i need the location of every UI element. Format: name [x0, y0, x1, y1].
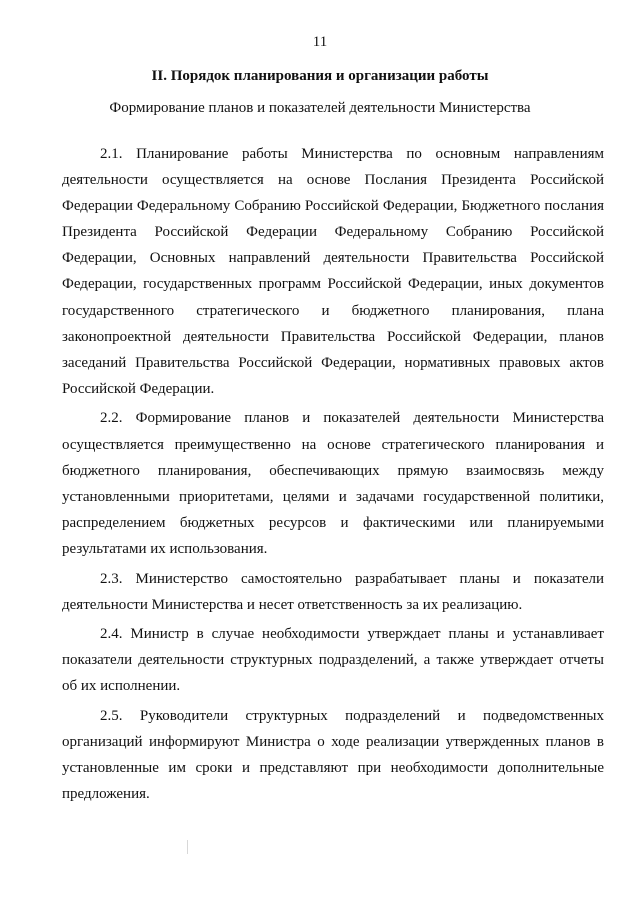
section-title: II. Порядок планирования и организации работы — [151, 68, 489, 84]
paragraph-2-4: 2.4. Министр в случае необходимости утверждает планы и устанавливает показатели деятельности структурных подразделений, а также утверждает отчеты об их исполнении. — [62, 626, 604, 695]
scan-artifact-line — [187, 840, 188, 854]
page-number: 11 — [312, 34, 328, 50]
paragraph-2-5: 2.5. Руководители структурных подразделений и подведомственных организаций информируют Министра о ходе реализации утвержденных планов в установленные им сроки и представляют при необходимости дополнительные предложения. — [62, 707, 604, 803]
paragraph-2-1: 2.1. Планирование работы Министерства по основным направлениям деятельности осуществляется на основе Послания Президента Российской Федерации Федеральному Собранию Российской Федерации, Бюджетного послания Президента Российской Федерации Федеральному Собранию Российской Федерации, Основных направлений деятельности Правительства Российской Федерации, государственных программ Российской Федерации, иных документов государственного стратегического и бюджетного планирования, плана законопроектной деятельности Правительства Российской Федерации, планов заседаний Правительства Российской Федерации, нормативных правовых актов Российской Федерации. — [62, 146, 604, 397]
paragraph-2-3: 2.3. Министерство самостоятельно разрабатывает планы и показатели деятельности Министерства и несет ответственность за их реализацию. — [62, 570, 604, 613]
paragraph-2-2: 2.2. Формирование планов и показателей деятельности Министерства осуществляется преимущественно на основе стратегического планирования и бюджетного планирования, обеспечивающих прямую взаимосвязь между установленными приоритетами, целями и задачами государственной политики, распределением бюджетных ресурсов и фактическими или планируемыми результатами их использования. — [62, 410, 604, 557]
subsection-title: Формирование планов и показателей деятельности Министерства — [109, 100, 531, 116]
body-text — [62, 141, 604, 811]
